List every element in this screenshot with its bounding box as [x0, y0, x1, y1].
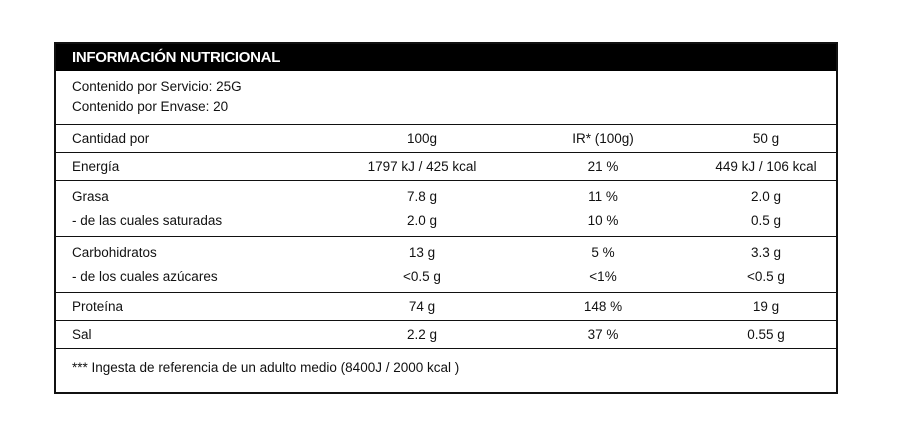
row-sal [56, 321, 836, 349]
value-50g: 0.55 g [747, 327, 785, 342]
row-grasa [56, 181, 836, 237]
sub-value-100g: <0.5 g [403, 268, 441, 284]
nutrient-label: Energía [72, 159, 120, 174]
nutrient-label: Sal [72, 327, 92, 342]
sub-nutrient-label: - de los cuales azúcares [72, 268, 218, 284]
header-100g: 100g [406, 131, 438, 146]
value-100g: 7.8 g [406, 188, 438, 204]
servings-per-container: Contenido por Envase: 20 [72, 99, 229, 114]
table-header-row [56, 125, 836, 153]
serving-info [56, 71, 836, 125]
sub-value-ir: 10 % [587, 212, 619, 228]
nutrition-facts-panel [54, 42, 838, 394]
sub-value-100g: 2.0 g [406, 212, 438, 228]
value-100g: 74 g [408, 299, 436, 314]
sub-nutrient-label: - de las cuales saturadas [72, 212, 223, 228]
header-label: Cantidad por [72, 131, 150, 146]
value-ir: 5 % [591, 244, 615, 260]
value-ir: 148 % [583, 299, 623, 314]
row-energia [56, 153, 836, 181]
sub-value-50g: 0.5 g [750, 212, 782, 228]
value-50g: 19 g [752, 299, 780, 314]
nutrient-label: Carbohidratos [72, 244, 157, 260]
nutrient-label: Proteína [72, 299, 124, 314]
value-50g: 2.0 g [750, 188, 782, 204]
value-ir: 37 % [587, 327, 619, 342]
value-100g: 13 g [408, 244, 436, 260]
header-ir: IR* (100g) [572, 131, 634, 146]
nutrient-label: Grasa [72, 188, 109, 204]
header-50g: 50 g [752, 131, 780, 146]
row-carbohidratos [56, 237, 836, 293]
serving-size: Contenido por Servicio: 25G [72, 79, 242, 94]
value-50g: 449 kJ / 106 kcal [715, 159, 817, 174]
footnote: *** Ingesta de referencia de un adulto medio (8400J / 2000 kcal ) [72, 360, 460, 375]
value-50g: 3.3 g [750, 244, 782, 260]
sub-value-ir: <1% [589, 268, 617, 284]
value-100g: 2.2 g [406, 327, 438, 342]
value-ir: 11 % [588, 188, 618, 204]
value-100g: 1797 kJ / 425 kcal [367, 159, 477, 174]
panel-title: INFORMACIÓN NUTRICIONAL [56, 44, 836, 71]
value-ir: 21 % [587, 159, 619, 174]
row-proteina [56, 293, 836, 321]
sub-value-50g: <0.5 g [747, 268, 785, 284]
